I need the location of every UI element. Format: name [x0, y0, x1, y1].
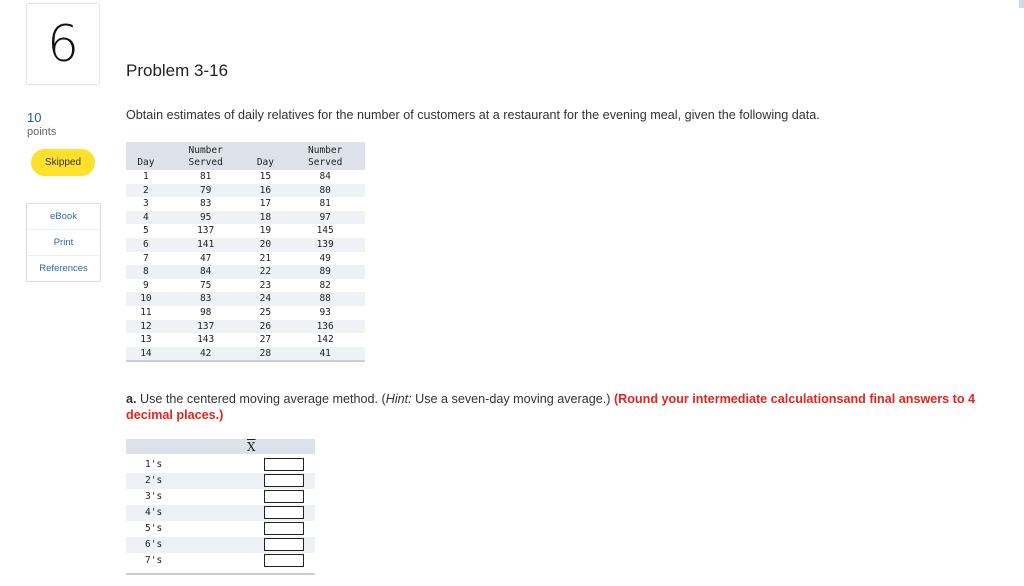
rounding-instruction: (Round your intermediate calculationsand final answers to 4 decimal places.): [126, 392, 976, 422]
table-row: [126, 292, 365, 306]
table-cell: 98: [199, 306, 212, 318]
table-cell: 16: [245, 184, 285, 198]
problem-title: Problem 3-16: [126, 61, 229, 80]
table-row: [126, 238, 365, 252]
scrollbar-marker: [1019, 0, 1024, 8]
points-value: 10: [27, 110, 42, 125]
references-link[interactable]: References: [39, 263, 88, 274]
resources-panel: [26, 203, 101, 282]
points-label: points: [27, 126, 57, 138]
table-cell: 10: [126, 292, 166, 306]
column-header-bottom: Served: [308, 157, 343, 168]
table-cell: 83: [166, 292, 246, 306]
answer-input[interactable]: [264, 474, 304, 487]
table-row: [126, 170, 365, 184]
table-cell: 26: [245, 320, 285, 334]
table-row: [126, 211, 365, 225]
hint-label: Hint:: [385, 392, 412, 406]
answer-row-label: 2's: [145, 475, 163, 486]
column-header-bottom: Served: [188, 157, 223, 168]
print-link[interactable]: Print: [27, 230, 100, 256]
table-row: [126, 265, 365, 279]
answer-row: [126, 473, 315, 489]
table-cell: 15: [259, 171, 272, 182]
answer-row: [126, 521, 315, 537]
table-cell: 89: [285, 265, 365, 279]
table-cell: 4: [126, 211, 166, 225]
table-cell: 84: [166, 265, 246, 279]
table-cell: 42: [166, 347, 246, 362]
table-cell: 83: [199, 198, 212, 210]
table-cell: 88: [285, 292, 365, 306]
table-cell: 80: [285, 184, 365, 198]
table-cell: 28: [245, 347, 285, 362]
part-a-label: a.: [126, 392, 137, 406]
table-cell: 22: [245, 265, 285, 279]
table-cell: 3: [143, 198, 149, 210]
table-cell: 17: [259, 198, 272, 210]
table-cell: 95: [166, 211, 246, 225]
answer-input[interactable]: [264, 458, 304, 471]
table-cell: 97: [285, 211, 365, 225]
data-table: [126, 142, 365, 362]
answer-row-label: 6's: [145, 539, 163, 550]
table-row: [126, 306, 365, 320]
table-cell: 7: [143, 252, 149, 264]
answer-table: [126, 439, 315, 575]
answer-row: [126, 505, 315, 521]
table-cell: 5: [143, 225, 149, 237]
column-header: [245, 142, 285, 170]
table-cell: 20: [245, 238, 285, 252]
ebook-link[interactable]: eBook: [27, 204, 100, 230]
table-cell: 82: [319, 279, 331, 291]
answer-input[interactable]: [264, 490, 304, 503]
table-cell: 142: [316, 334, 334, 346]
table-cell: 93: [319, 306, 331, 318]
answer-row: [126, 489, 315, 505]
table-cell: 27: [259, 334, 272, 346]
table-cell: 13: [140, 334, 152, 346]
table-cell: 137: [166, 320, 246, 334]
table-cell: 21: [259, 252, 272, 264]
table-cell: 24: [245, 292, 285, 306]
table-row: [126, 347, 365, 362]
answer-row: [126, 537, 315, 553]
skipped-status-badge[interactable]: Skipped: [31, 149, 95, 176]
column-header: [126, 142, 166, 170]
table-cell: 41: [285, 347, 365, 362]
column-header-bottom: Day: [137, 157, 155, 168]
table-cell: 14: [126, 347, 166, 362]
table-cell: 84: [319, 171, 331, 182]
table-cell: 6: [126, 238, 166, 252]
table-row: [126, 279, 365, 293]
table-cell: 18: [245, 211, 285, 225]
table-cell: 136: [285, 320, 365, 334]
hint-text: Use a seven-day moving average.): [411, 392, 614, 406]
table-cell: 9: [143, 279, 149, 291]
answer-row-label: 4's: [145, 507, 163, 518]
table-cell: 137: [197, 225, 215, 237]
column-header: [285, 142, 365, 170]
table-cell: 145: [316, 225, 334, 237]
answer-input[interactable]: [264, 554, 304, 567]
x-bar-header: $\overline{X}$: [247, 440, 256, 454]
answer-row-label: 5's: [145, 523, 163, 534]
table-cell: 25: [259, 306, 272, 318]
table-row: [126, 320, 365, 334]
table-cell: 75: [199, 279, 212, 291]
table-row: [126, 224, 365, 238]
answer-row-label: 7's: [145, 555, 163, 566]
table-cell: 81: [199, 171, 212, 182]
answer-input[interactable]: [264, 538, 304, 551]
answer-row: [126, 553, 315, 569]
table-cell: 1: [143, 171, 149, 182]
column-header: [166, 142, 246, 170]
answer-input[interactable]: [264, 506, 304, 519]
table-cell: 11: [140, 306, 152, 318]
table-cell: 12: [126, 320, 166, 334]
column-header-bottom: Day: [256, 157, 274, 168]
column-header-top: Number: [188, 145, 223, 156]
table-cell: 141: [166, 238, 246, 252]
answer-input[interactable]: [264, 522, 304, 535]
table-cell: 47: [199, 252, 212, 264]
table-cell: 49: [319, 252, 331, 264]
table-row: [126, 184, 365, 198]
table-cell: 8: [126, 265, 166, 279]
answer-row-label: 3's: [145, 491, 163, 502]
table-row: [126, 252, 365, 266]
answer-table-header: [126, 439, 315, 454]
answer-table-bottom-rule: [126, 569, 315, 575]
question-prompt: Obtain estimates of daily relatives for the number of customers at a restaurant for the evening meal, given the following data.: [126, 108, 820, 122]
table-row: [126, 333, 365, 347]
table-cell: 139: [285, 238, 365, 252]
table-cell: 23: [259, 279, 272, 291]
answer-row-label: 1's: [145, 459, 163, 470]
table-row: [126, 197, 365, 211]
part-a-text: Use the centered moving average method. (: [136, 392, 386, 406]
table-cell: 19: [259, 225, 272, 237]
table-cell: 143: [197, 334, 215, 346]
column-header-top: Number: [308, 145, 343, 156]
table-cell: 79: [166, 184, 246, 198]
part-a-instructions: [126, 391, 986, 423]
table-cell: 81: [319, 198, 331, 210]
table-cell: 2: [126, 184, 166, 198]
answer-row: [126, 457, 315, 473]
question-number: 6: [26, 3, 100, 85]
